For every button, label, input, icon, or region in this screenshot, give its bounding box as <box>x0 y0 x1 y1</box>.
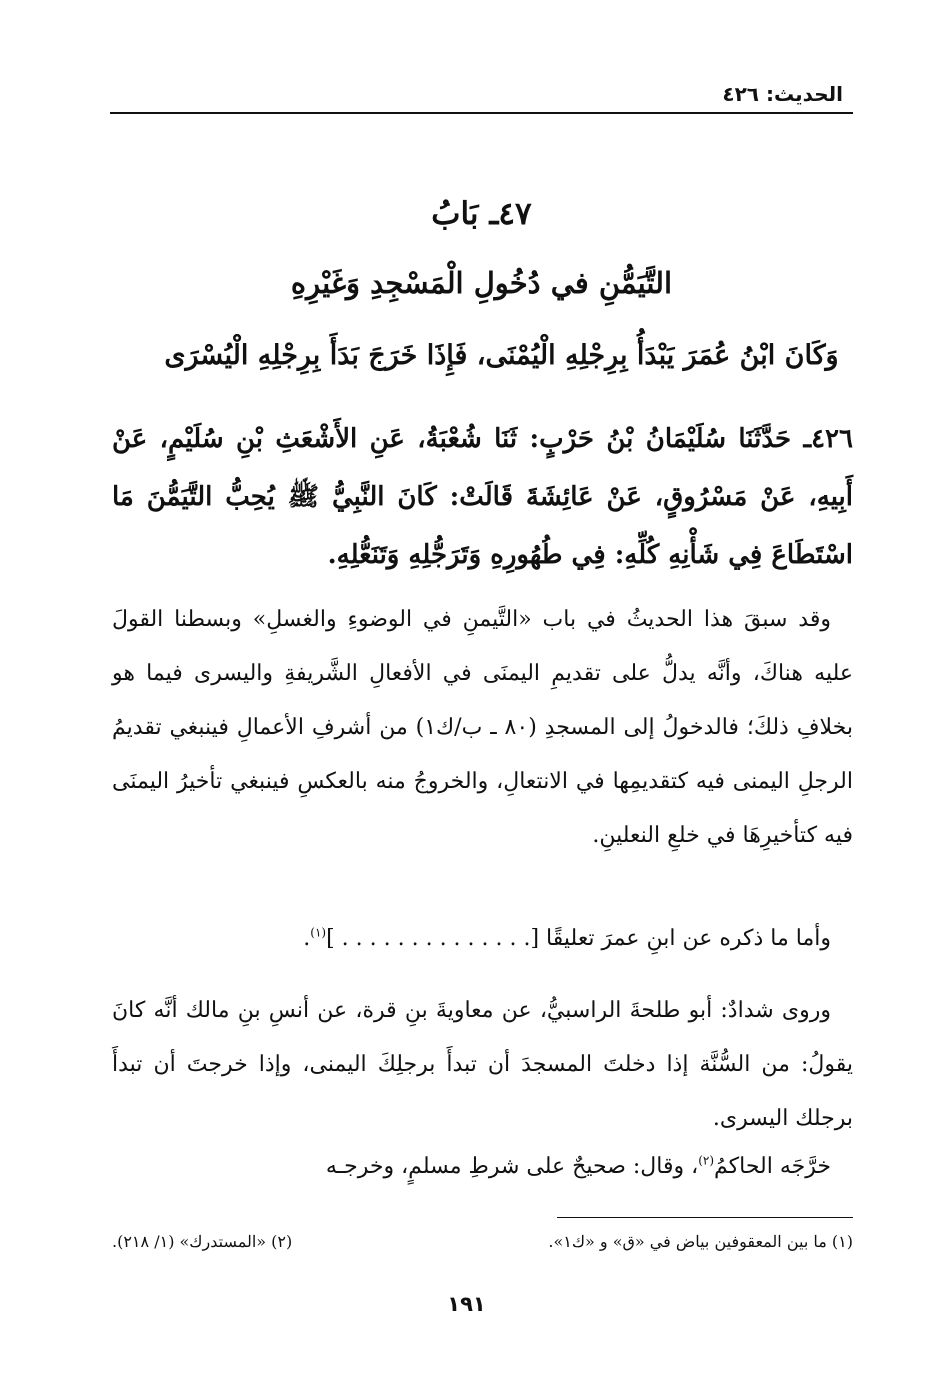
footnote-ref-1: (١) <box>310 925 327 940</box>
commentary-paragraph-1: وقد سبقَ هذا الحديثُ في باب «التَّيمنِ في الوضوءِ والغسلِ» وبسطنا القولَ عليه هناكَ، وأنَّه يدلُّ على تقديمِ اليمنَى في الأفعالِ الشَّريفةِ واليسرى فيما هو بخلافِ ذلكَ؛ فالدخولُ إلى المسجدِ (٨٠ ـ ب/ك١) من أشرفِ الأعمالِ فينبغي تقديمُ الرجلِ اليمنى فيه كتقديمِها في الانتعالِ، والخروجُ منه بالعكسِ فينبغي تأخيرُ اليمنَى فيه كتأخيرِهَا في خلعِ النعلينِ. <box>112 607 854 848</box>
chapter-subtitle: التَّيَمُّنِ في دُخُولِ الْمَسْجِدِ وَغَيْرِهِ <box>290 266 673 300</box>
commentary-paragraph-4-rest: ، وقال: صحيحٌ على شرطِ مسلمٍ، وخرجـه <box>325 1154 699 1179</box>
chapter-tarjama: وَكَانَ ابْنُ عُمَرَ يَبْدَأُ بِرِجْلِهِ الْيُمْنَى، فَإِذَا خَرَجَ بَدَأَ بِرِجْلِهِ الْيُسْرَى <box>164 340 839 371</box>
page-number: ١٩١ <box>447 1292 486 1316</box>
footnote-divider <box>557 1217 853 1218</box>
commentary-paragraph-4 <box>112 1140 853 1194</box>
commentary-paragraph-2-text: وأما ما ذكره عن ابنِ عمرَ تعليقًا [. . . . . . . . . . . . . . ] <box>326 926 831 951</box>
commentary-paragraph-2-end: . <box>303 926 311 951</box>
commentary-paragraph-2 <box>112 912 853 966</box>
footnotes <box>112 1232 853 1251</box>
running-head-text: الحديث: ٤٢٦ <box>722 82 843 106</box>
hadith-text: ٤٢٦ـ حَدَّثَنَا سُلَيْمَانُ بْنُ حَرْبٍ: ثَنَا شُعْبَةُ، عَنِ الأَشْعَثِ بْنِ سُلَيْمٍ، عَنْ أَبِيهِ، عَنْ مَسْرُوقٍ، عَنْ عَائِشَةَ قَالَتْ: كَانَ النَّبِيُّ ﷺ يُحِبُّ التَّيَمُّنَ مَا اسْتَطَاعَ فِي شَأْنِهِ كُلِّهِ: فِي طُهُورِهِ وَتَرَجُّلِهِ وَتَنَعُّلِهِ. <box>112 424 853 570</box>
commentary-paragraph-4-start: خرَّجَه الحاكمُ <box>714 1154 831 1179</box>
footnote-ref-2: (٢) <box>698 1153 715 1168</box>
footnote-2: (٢) «المستدرك» (١/ ٢١٨). <box>112 1232 293 1251</box>
chapter-title: ٤٧ـ بَابُ <box>431 196 532 232</box>
running-head <box>110 78 853 114</box>
footnote-1: (١) ما بين المعقوفين بياض في «ق» و «ك١». <box>548 1232 853 1251</box>
commentary-paragraph-3: وروى شدادٌ: أبو طلحةَ الراسبيُّ، عن معاويةَ بنِ قرة، عن أنسِ بنِ مالك أنَّه كانَ يقولُ: من السُّنَّة إذا دخلتَ المسجدَ أن تبدأَ برجلِكَ اليمنى، وإذا خرجتَ أن تبدأَ برجلك اليسرى. <box>112 998 853 1131</box>
